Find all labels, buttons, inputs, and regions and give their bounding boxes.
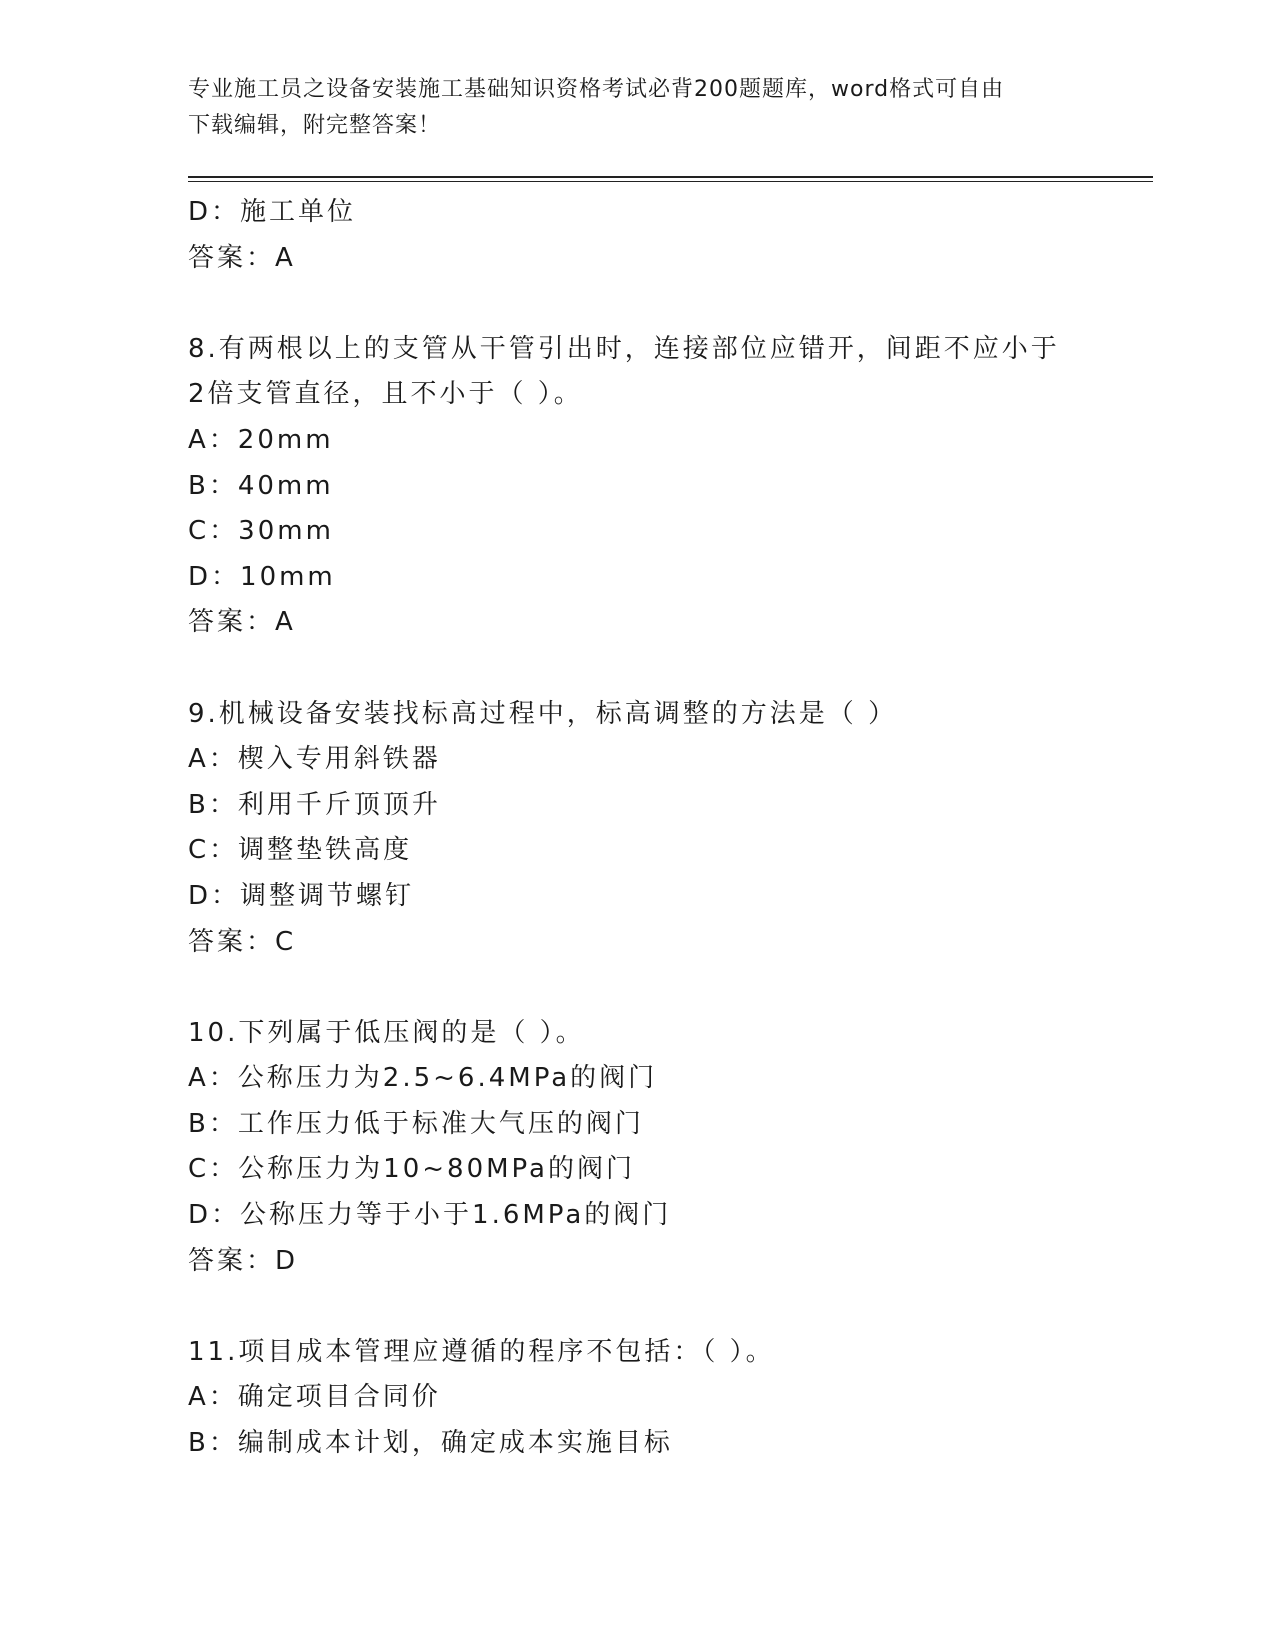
question-8-text-2: 2倍支管直径，且不小于（ ）。 <box>188 379 583 410</box>
question-content <box>188 190 1148 1467</box>
question-10-option-a: A：公称压力为2.5~6.4MPa的阀门 <box>188 1063 658 1094</box>
question-10 <box>188 1011 1148 1285</box>
question-10-answer: 答案：D <box>188 1245 299 1276</box>
question-11-text: 11.项目成本管理应遵循的程序不包括：（ ）。 <box>188 1336 775 1367</box>
header-rule-thick <box>188 176 1153 178</box>
question-8-text-1: 8.有两根以上的支管从干管引出时，连接部位应错开，间距不应小于 <box>188 333 1060 364</box>
document-header <box>188 72 1068 144</box>
question-8-option-b: B：40mm <box>188 470 334 501</box>
question-10-text: 10.下列属于低压阀的是（ ）。 <box>188 1017 585 1048</box>
question-9-option-d: D：调整调节螺钉 <box>188 880 415 911</box>
question-9-answer: 答案：C <box>188 926 297 957</box>
spacer <box>188 281 1148 327</box>
prev-option-d: D：施工单位 <box>188 197 357 227</box>
question-9-text: 9.机械设备安装找标高过程中，标高调整的方法是（ ） <box>188 698 898 729</box>
question-9-option-a: A：楔入专用斜铁器 <box>188 744 441 775</box>
question-11 <box>188 1330 1148 1467</box>
question-8-option-d: D：10mm <box>188 561 336 592</box>
question-11-option-b: B：编制成本计划，确定成本实施目标 <box>188 1428 673 1459</box>
question-8 <box>188 327 1148 646</box>
prev-answer: 答案：A <box>188 242 296 273</box>
question-9-option-c: C：调整垫铁高度 <box>188 835 413 866</box>
question-8-answer: 答案：A <box>188 607 296 638</box>
question-8-option-c: C：30mm <box>188 516 334 547</box>
question-10-option-c: C：公称压力为10~80MPa的阀门 <box>188 1154 635 1185</box>
question-10-option-d: D：公称压力等于小于1.6MPa的阀门 <box>188 1200 672 1231</box>
question-9 <box>188 692 1148 966</box>
question-10-option-b: B：工作压力低于标准大气压的阀门 <box>188 1108 644 1139</box>
question-11-option-a: A：确定项目合同价 <box>188 1382 441 1413</box>
header-line-2: 下载编辑，附完整答案！ <box>188 113 442 138</box>
question-9-option-b: B：利用千斤顶顶升 <box>188 789 441 820</box>
header-line-1: 专业施工员之设备安装施工基础知识资格考试必背200题题库，word格式可自由 <box>188 77 1005 102</box>
spacer <box>188 965 1148 1011</box>
header-rule-thin <box>188 181 1153 182</box>
question-8-option-a: A：20mm <box>188 424 334 455</box>
spacer <box>188 646 1148 692</box>
spacer <box>188 1284 1148 1330</box>
